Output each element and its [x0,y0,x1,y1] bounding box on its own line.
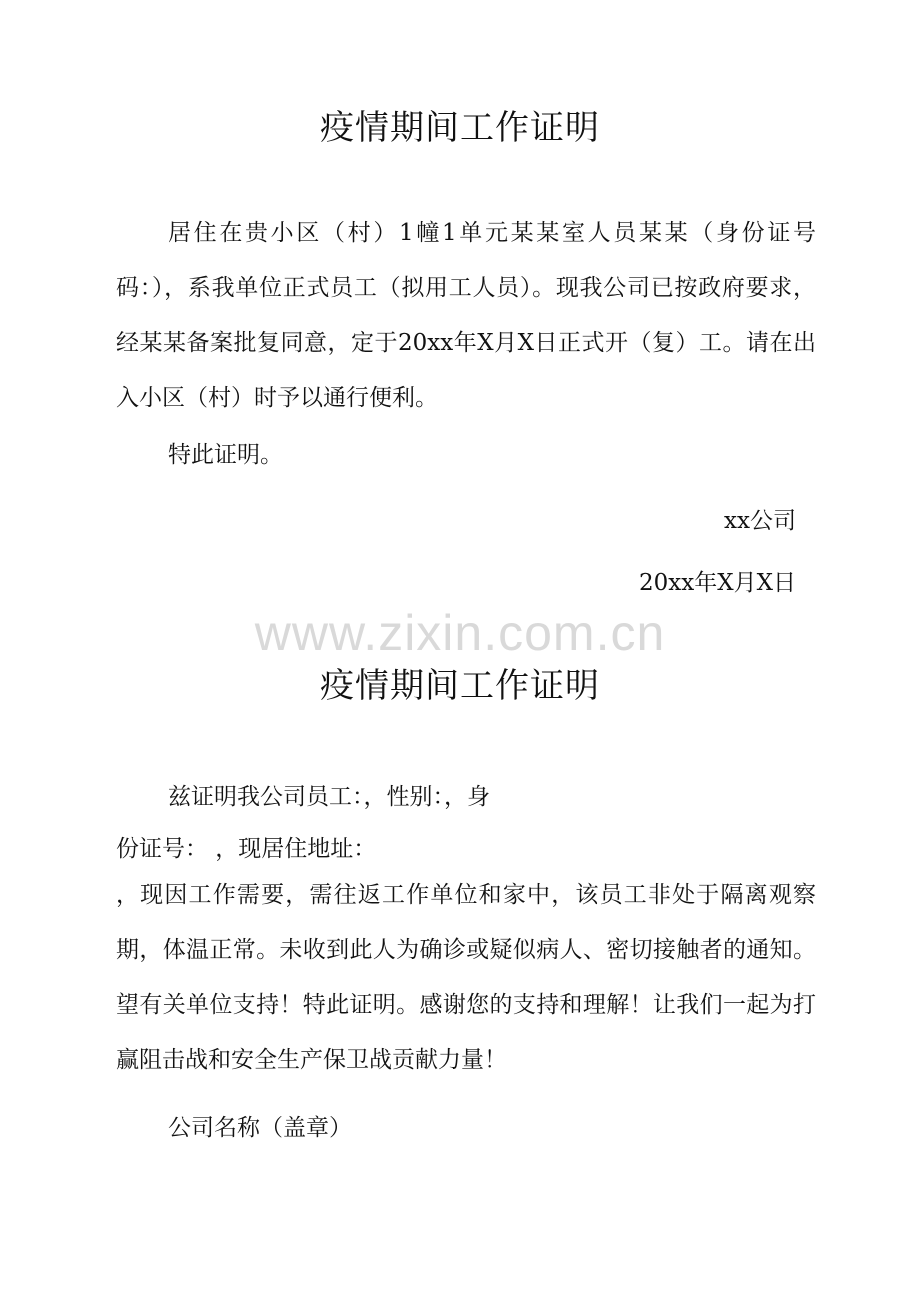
certificate1-date: 20xx年X月X日 [639,570,796,596]
certificate1-company: xx公司 [724,508,796,534]
certificate2-title: 疫情期间工作证明 [320,666,600,706]
certificate2-line2: 份证号： ，现居住地址： [116,836,377,862]
certificate1-title: 疫情期间工作证明 [320,108,600,148]
certificate1-closing: 特此证明。 [168,442,283,468]
certificate2-line1: 兹证明我公司员工：，性别：，身 [168,784,490,810]
watermark: www.zixin.com.cn [254,605,666,661]
certificate2-signature: 公司名称（盖章） [168,1115,352,1141]
certificate1-body: 居住在贵小区（村）1幢1单元某某室人员某某（身份证号码：），系我单位正式员工（拟用工人员）。现我公司已按政府要求，经某某备案批复同意，定于20xx年X月X日正式开（复）工。请在出入小区（村）时予以通行便利。 [116,220,816,411]
certificate2-body: ，现因工作需要，需往返工作单位和家中，该员工非处于隔离观察期，体温正常。未收到此人为确诊或疑似病人、密切接触者的通知。望有关单位支持！特此证明。感谢您的支持和理解！让我们一起为打赢阻击战和安全生产保卫战贡献力量！ [116,882,816,1073]
